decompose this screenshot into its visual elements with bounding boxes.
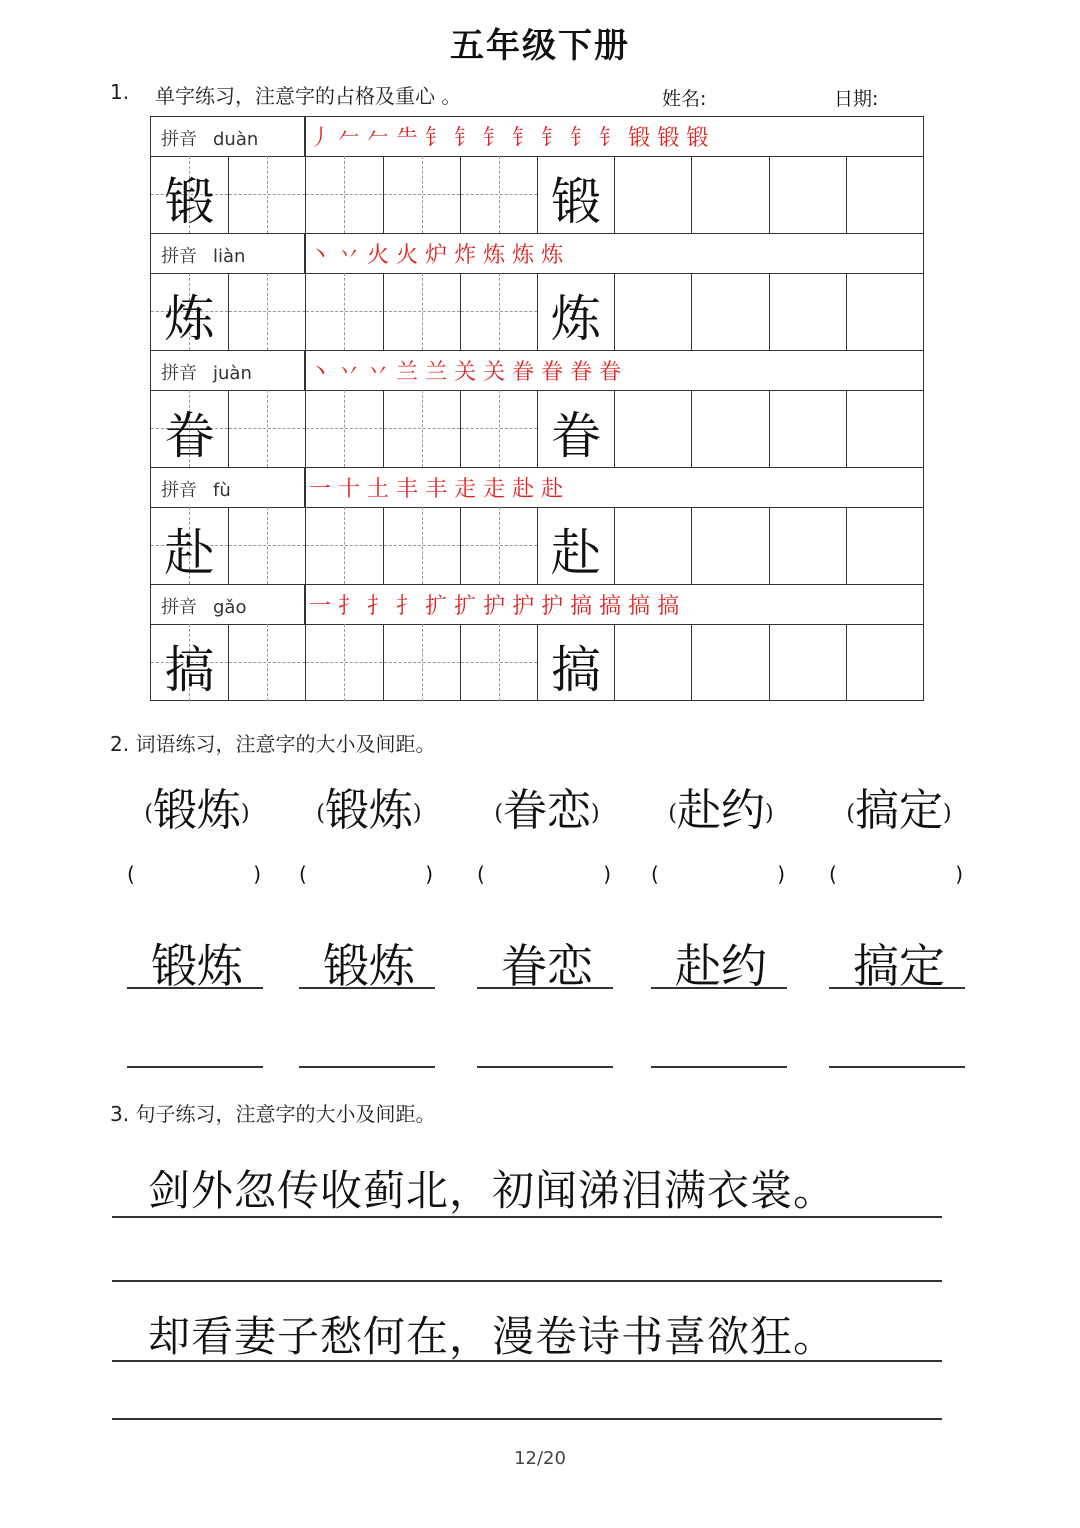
sentence-line <box>112 1360 942 1362</box>
writing-cell <box>537 273 614 350</box>
writing-cell <box>383 273 460 350</box>
writing-underline <box>127 1066 263 1068</box>
writing-cell <box>846 273 923 350</box>
pinyin-row <box>151 468 923 508</box>
writing-cell <box>383 507 460 584</box>
writing-underline <box>477 987 613 989</box>
writing-cell <box>383 390 460 467</box>
word-with-parens: (锻炼) <box>144 785 250 836</box>
writing-cell <box>151 273 228 350</box>
writing-cell <box>537 507 614 584</box>
stroke-order: 丶 丷 丷 兰 兰 关 关 眷 眷 眷 眷 <box>309 360 622 385</box>
writing-underline <box>127 987 263 989</box>
writing-underline <box>829 987 965 989</box>
pinyin-label: 拼音 juàn <box>161 363 252 384</box>
writing-cell <box>228 624 305 701</box>
name-label: 姓名: <box>662 88 707 110</box>
writing-cell <box>614 390 691 467</box>
model-character: 赴 <box>551 524 601 582</box>
model-character: 锻 <box>551 173 601 231</box>
writing-cell <box>383 156 460 233</box>
writing-cell <box>460 507 537 584</box>
underlined-word: 搞定 <box>853 939 945 993</box>
writing-cell <box>769 273 846 350</box>
writing-cell <box>151 624 228 701</box>
pinyin-row <box>151 234 923 274</box>
writing-cell <box>151 507 228 584</box>
writing-cell <box>769 156 846 233</box>
pinyin-row <box>151 585 923 625</box>
writing-cell <box>228 390 305 467</box>
underlined-word: 赴约 <box>675 939 767 993</box>
writing-cell <box>691 390 768 467</box>
writing-cell <box>228 273 305 350</box>
underlined-word: 锻炼 <box>323 939 415 993</box>
model-character: 炼 <box>164 290 215 348</box>
writing-cell <box>228 156 305 233</box>
model-character: 搞 <box>551 641 601 699</box>
writing-cell <box>846 390 923 467</box>
writing-cell <box>614 273 691 350</box>
sentence-line <box>112 1418 942 1420</box>
writing-cell <box>769 390 846 467</box>
stroke-order: 丶 丷 火 火 炉 炸 炼 炼 炼 <box>309 243 564 268</box>
page-title: 五年级下册 <box>450 26 630 66</box>
section1-number: 1. <box>110 80 130 104</box>
model-character: 赴 <box>164 524 215 582</box>
writing-cell <box>305 156 382 233</box>
page-number: 12/20 <box>514 1448 566 1469</box>
writing-cell <box>305 624 382 701</box>
writing-cell <box>846 624 923 701</box>
underlined-word: 锻炼 <box>151 939 243 993</box>
character-row <box>151 273 923 351</box>
character-row <box>151 507 923 585</box>
character-row <box>151 624 923 701</box>
section2-instruction: 2. 词语练习，注意字的大小及间距。 <box>110 732 436 756</box>
writing-cell <box>383 624 460 701</box>
writing-underline <box>651 987 787 989</box>
character-row <box>151 390 923 468</box>
writing-cell <box>151 156 228 233</box>
stroke-order: 丿 𠂉 𠂉 ⺧ 钅 钅 钅 钅 钅 钅 钅 锻 锻 锻 <box>309 126 709 151</box>
pinyin-label: 拼音 fù <box>161 480 231 501</box>
writing-cell <box>846 156 923 233</box>
stroke-order: 一 十 土 丰 丰 走 走 赴 赴 <box>309 477 564 502</box>
pinyin-row <box>151 117 923 157</box>
writing-cell <box>537 390 614 467</box>
writing-underline <box>829 1066 965 1068</box>
writing-underline <box>651 1066 787 1068</box>
sentence-line <box>112 1216 942 1218</box>
writing-cell <box>460 156 537 233</box>
writing-cell <box>537 156 614 233</box>
underlined-word: 眷恋 <box>501 939 593 993</box>
writing-cell <box>769 624 846 701</box>
writing-cell <box>691 507 768 584</box>
writing-cell <box>691 273 768 350</box>
word-with-parens: (赴约) <box>668 785 774 836</box>
word-with-parens: (锻炼) <box>316 785 422 836</box>
model-character: 炼 <box>551 290 601 348</box>
date-label: 日期: <box>834 88 879 110</box>
word-with-parens: (搞定) <box>846 785 952 836</box>
model-character: 眷 <box>164 407 215 465</box>
model-character: 锻 <box>164 173 215 231</box>
pinyin-label: 拼音 gǎo <box>161 597 247 618</box>
writing-cell <box>460 624 537 701</box>
writing-cell <box>846 507 923 584</box>
stroke-order: 一 扌 扌 扌 扩 扩 护 护 护 搞 搞 搞 搞 <box>309 594 680 619</box>
writing-cell <box>614 156 691 233</box>
character-practice-grid <box>150 116 924 701</box>
model-sentence: 却看妻子愁何在，漫卷诗书喜欲狂。 <box>148 1312 837 1361</box>
writing-underline <box>299 1066 435 1068</box>
writing-underline <box>477 1066 613 1068</box>
section1-instruction: 单字练习，注意字的占格及重心 。 <box>155 84 462 108</box>
writing-underline <box>299 987 435 989</box>
writing-cell <box>151 390 228 467</box>
character-row <box>151 156 923 234</box>
writing-cell <box>305 390 382 467</box>
pinyin-label: 拼音 duàn <box>161 129 259 150</box>
model-character: 眷 <box>551 407 601 465</box>
writing-cell <box>228 507 305 584</box>
writing-cell <box>460 273 537 350</box>
pinyin-row <box>151 351 923 391</box>
writing-cell <box>691 156 768 233</box>
writing-cell <box>614 507 691 584</box>
writing-cell <box>305 507 382 584</box>
writing-cell <box>691 624 768 701</box>
word-with-parens: (眷恋) <box>494 785 600 836</box>
model-sentence: 剑外忽传收蓟北，初闻涕泪满衣裳。 <box>148 1166 837 1215</box>
writing-cell <box>769 507 846 584</box>
writing-cell <box>460 390 537 467</box>
writing-cell <box>614 624 691 701</box>
section3-instruction: 3. 句子练习，注意字的大小及间距。 <box>110 1102 436 1126</box>
model-character: 搞 <box>164 641 215 699</box>
pinyin-label: 拼音 liàn <box>161 246 246 267</box>
writing-cell <box>305 273 382 350</box>
sentence-line <box>112 1280 942 1282</box>
writing-cell <box>537 624 614 701</box>
